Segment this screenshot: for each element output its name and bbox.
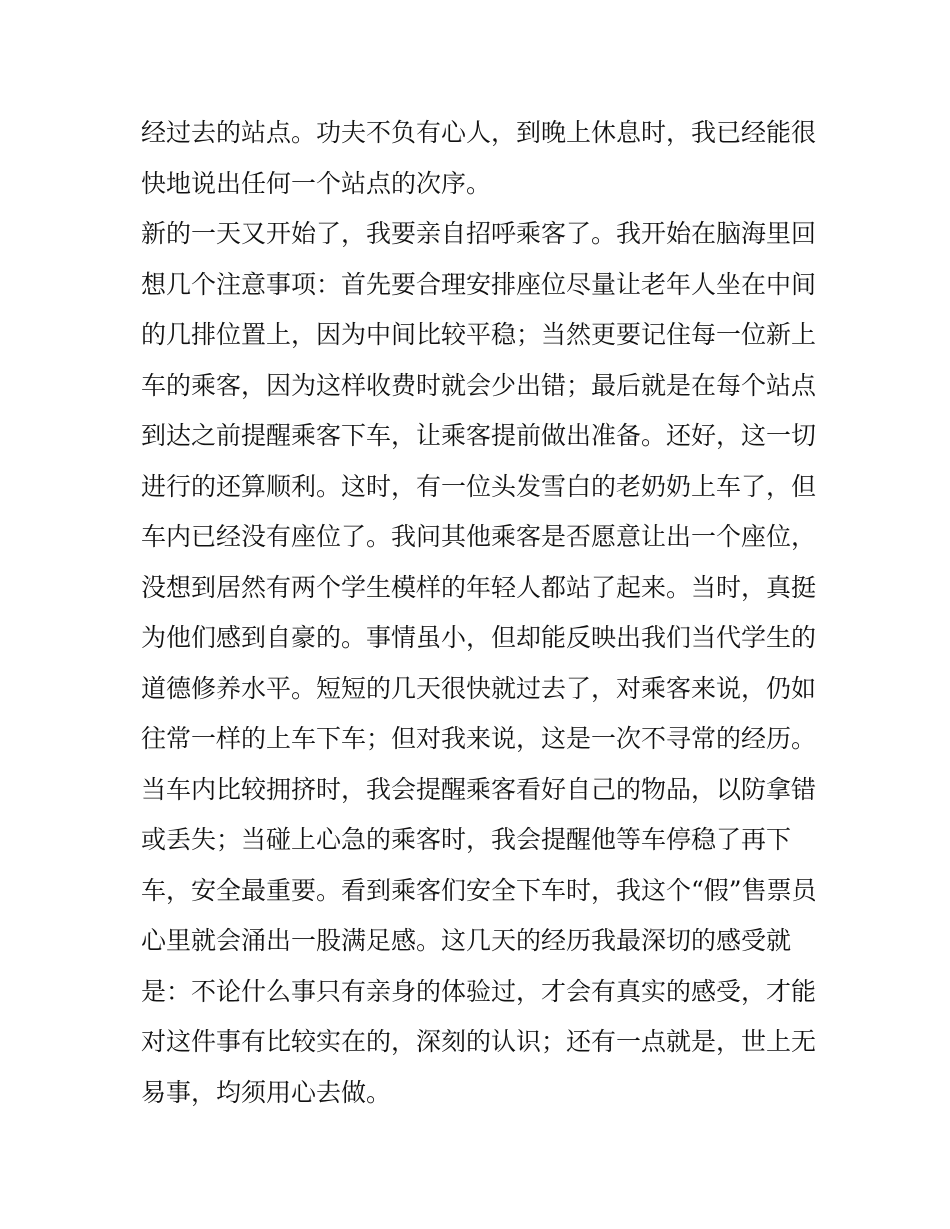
text-line: 对这件事有比较实在的，深刻的认识；还有一点就是，世上无	[141, 1027, 817, 1056]
text-line: 想几个注意事项：首先要合理安排座位尽量让老年人坐在中间	[141, 269, 817, 299]
text-line: 车，安全最重要。看到乘客们安全下车时，我这个“假”售票员	[141, 875, 817, 905]
text-line: 往常一样的上车下车；但对我来说，这是一次不寻常的经历。	[141, 724, 817, 753]
text-line: 经过去的站点。功夫不负有心人，到晚上休息时，我已经能很	[141, 118, 817, 147]
text-line: 易事，均须用心去做。	[141, 1077, 392, 1107]
text-line: 没想到居然有两个学生模样的年轻人都站了起来。当时，真挺	[141, 572, 817, 602]
text-line: 心里就会涌出一股满足感。这几天的经历我最深切的感受就	[141, 926, 792, 955]
text-line: 车内已经没有座位了。我问其他乘客是否愿意让出一个座位，	[141, 522, 817, 551]
text-line: 的几排位置上，因为中间比较平稳；当然更要记住每一位新上	[141, 320, 817, 349]
text-line: 车的乘客，因为这样收费时就会少出错；最后就是在每个站点	[141, 370, 817, 400]
text-line: 或丢失；当碰上心急的乘客时，我会提醒他等车停稳了再下	[141, 825, 792, 854]
text-line: 是：不论什么事只有亲身的体验过，才会有真实的感受，才能	[141, 976, 817, 1006]
text-line: 道德修养水平。短短的几天很快就过去了，对乘客来说，仍如	[141, 673, 817, 703]
text-line: 为他们感到自豪的。事情虽小，但却能反映出我们当代学生的	[141, 623, 817, 652]
text-line: 当车内比较拥挤时，我会提醒乘客看好自己的物品，以防拿错	[141, 774, 817, 804]
text-line: 新的一天又开始了，我要亲自招呼乘客了。我开始在脑海里回	[141, 219, 817, 248]
body-text	[141, 108, 821, 1118]
text-line: 进行的还算顺利。这时，有一位头发雪白的老奶奶上车了，但	[141, 471, 817, 501]
text-line: 到达之前提醒乘客下车，让乘客提前做出准备。还好，这一切	[141, 421, 817, 450]
text-line: 快地说出任何一个站点的次序。	[141, 168, 492, 198]
